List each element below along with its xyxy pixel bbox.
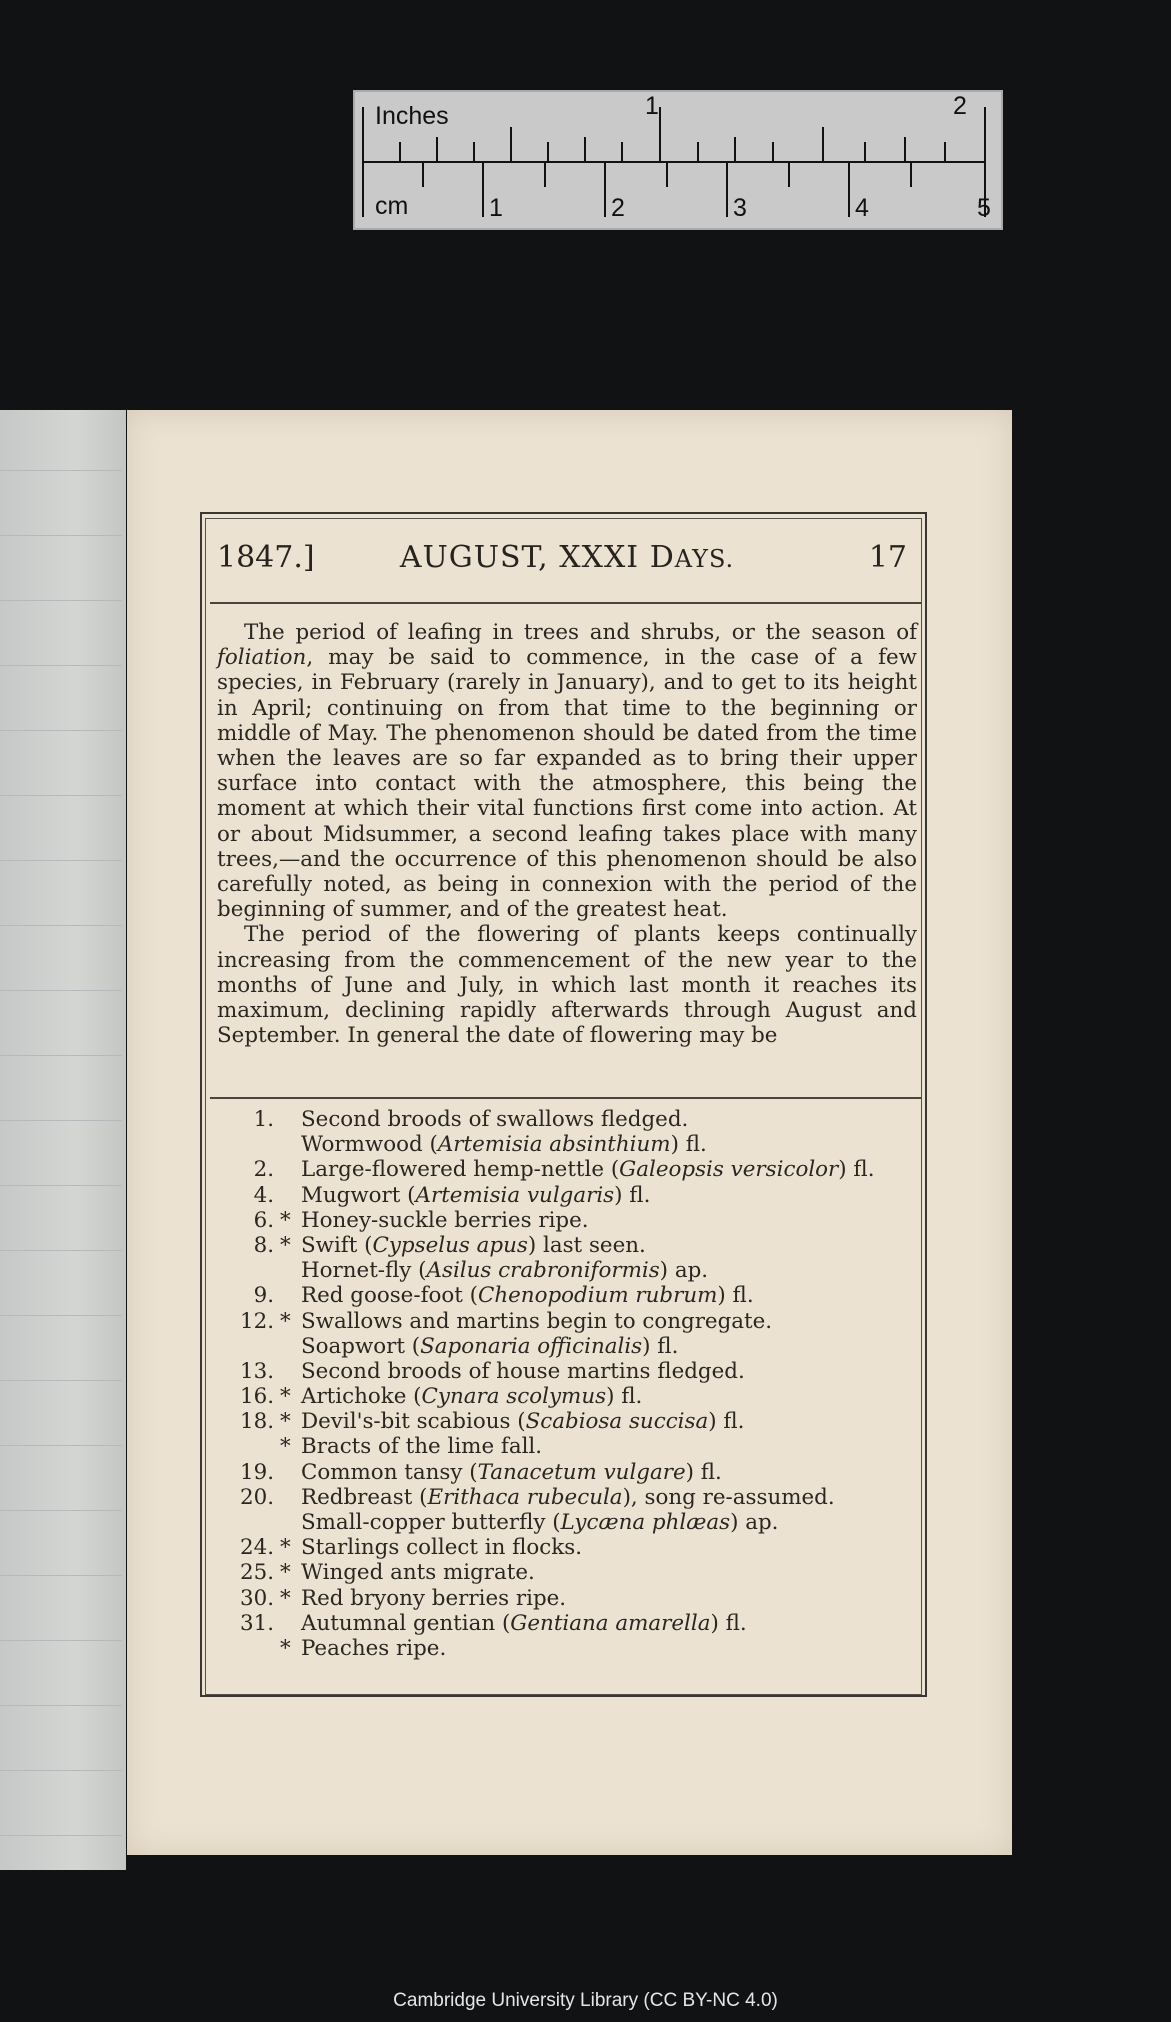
paragraph-flowering: The period of the flowering of plants keeps continually increasing from the commencement of the new year to the months of June and July, in which last month it reaches its maximum, declining rapidly afterwards through August and September. In general the date of flowering may be [217,922,917,1049]
ruler-cm-mark: 1 [489,194,503,222]
entry-text: Small-copper butterfly (Lycæna phlæas) ap. [301,1510,779,1535]
list-item [217,1233,917,1258]
attribution-footer: Cambridge University Library (CC BY-NC 4.0) [393,1990,778,2011]
ruler-inches-label: Inches [375,102,449,130]
entry-text: Honey-suckle berries ripe. [301,1207,589,1233]
entry-text: Mugwort (Artemisia vulgaris) fl. [301,1182,651,1208]
entry-date: 9. [253,1283,274,1309]
page-number: 17 [868,540,907,575]
section-rule [210,1097,922,1099]
entry-date: 24. [239,1535,274,1561]
list-item [217,1132,917,1157]
entry-date: 8. [253,1232,274,1258]
entry-text: Large-flowered hemp-nettle (Galeopsis versicolor) fl. [301,1157,875,1183]
entry-text: Red bryony berries ripe. [301,1585,567,1611]
ruler-cm-mark: 5 [977,194,991,222]
running-header [217,540,917,590]
entry-star-marker: * [280,1585,291,1611]
entry-date: 16. [239,1384,274,1410]
entry-text: Winged ants migrate. [301,1560,535,1586]
entry-star-marker: * [280,1384,291,1410]
entry-date: 25. [239,1560,274,1586]
ruler-ticks [355,92,1005,232]
entry-date: 30. [239,1585,274,1611]
ruler-cm-mark: 3 [733,194,747,222]
list-item [217,1359,917,1384]
list-item [217,1611,917,1636]
entry-text: Devil's-bit scabious (Scabiosa succisa) fl. [301,1409,745,1435]
list-item [217,1334,917,1359]
header-title: AUGUST, XXXI DAYS. [399,540,735,575]
body-text [217,620,917,1048]
measurement-ruler [353,90,1003,230]
entry-date: 13. [239,1358,274,1384]
list-item [217,1283,917,1308]
entry-text: Hornet-fly (Asilus crabroniformis) ap. [301,1258,709,1284]
entry-star-marker: * [280,1560,291,1586]
entry-star-marker: * [280,1409,291,1435]
entry-species-name: Gentiana amarella [510,1610,711,1636]
entry-date: 20. [239,1484,274,1510]
entry-species-name: Scabiosa succisa [525,1409,709,1435]
entry-text: Second broods of house martins fledged. [301,1358,745,1384]
list-item [217,1183,917,1208]
entry-date: 6. [253,1207,274,1233]
list-item [217,1258,917,1283]
ruler-inch-mark: 2 [953,92,967,120]
entry-text: Artichoke (Cynara scolymus) fl. [301,1384,643,1410]
header-rule [210,602,922,604]
list-item [217,1208,917,1233]
entry-text: Soapwort (Saponaria officinalis) fl. [301,1333,679,1359]
entry-text: Redbreast (Erithaca rubecula), song re-assumed. [301,1484,835,1510]
entry-species-name: Tanacetum vulgare [477,1459,686,1485]
entry-star-marker: * [280,1232,291,1258]
list-item [217,1409,917,1434]
ruler-cm-label: cm [375,192,409,220]
list-item [217,1157,917,1182]
entry-text: Red goose-foot (Chenopodium rubrum) fl. [301,1283,754,1309]
entry-species-name: Erithaca rubecula [427,1484,623,1510]
entry-species-name: Galeopsis versicolor [619,1157,839,1183]
list-item [217,1485,917,1510]
list-item [217,1107,917,1132]
entry-text: Peaches ripe. [301,1635,447,1661]
ruler-inch-mark: 1 [645,92,659,120]
list-item [217,1434,917,1459]
entry-species-name: Artemisia absinthium [437,1132,671,1158]
entry-star-marker: * [280,1434,291,1460]
entry-text: Autumnal gentian (Gentiana amarella) fl. [301,1610,747,1636]
header-year: 1847.] [217,540,315,575]
entry-species-name: Cypselus apus [372,1232,528,1258]
list-item [217,1384,917,1409]
entry-date: 31. [239,1610,274,1636]
paragraph-foliation: The period of leafing in trees and shrubs, or the season of foliation, may be said to commence, in the case of a few species, in February (rarely in January), and to get to its height in April; continuing on from that time to the beginning or middle of May. The phenomenon should be dated from the time when the leaves are so far expanded as to bring their upper surface into contact with the atmosphere, this being the moment at which their vital functions first come into action. At or about Midsummer, a second leafing takes place with many trees,—and the occurrence of this phenomenon should be also carefully noted, as being in connexion with the period of the beginning of summer, and of the greatest heat. [217,620,917,923]
list-item [217,1560,917,1585]
list-item [217,1535,917,1560]
entry-date: 2. [253,1157,274,1183]
list-item [217,1309,917,1334]
entry-text: Starlings collect in flocks. [301,1535,583,1561]
entry-text: Wormwood (Artemisia absinthium) fl. [301,1132,707,1158]
list-item [217,1636,917,1661]
entry-date: 4. [253,1182,274,1208]
entry-text: Second broods of swallows fledged. [301,1107,689,1132]
entry-star-marker: * [280,1535,291,1561]
entry-date: 12. [239,1308,274,1334]
entry-species-name: Lycæna phlæas [560,1510,731,1535]
facing-page-edge [0,410,126,1870]
book-page [127,410,1012,1855]
ruler-cm-mark: 2 [611,194,625,222]
entry-date: 18. [239,1409,274,1435]
entry-text: Swift (Cypselus apus) last seen. [301,1232,646,1258]
list-item [217,1460,917,1485]
entry-text: Bracts of the lime fall. [301,1434,543,1460]
entry-species-name: Chenopodium rubrum [478,1283,718,1309]
entry-text: Common tansy (Tanacetum vulgare) fl. [301,1459,722,1485]
entry-star-marker: * [280,1308,291,1334]
entry-date: 1. [253,1107,274,1132]
entry-star-marker: * [280,1635,291,1661]
entry-species-name: Cynara scolymus [421,1384,607,1410]
list-item [217,1510,917,1535]
entry-species-name: Asilus crabroniformis [426,1258,660,1284]
entry-date: 19. [239,1459,274,1485]
entry-species-name: Saponaria officinalis [420,1333,643,1359]
entry-text: Swallows and martins begin to congregate. [301,1308,773,1334]
entry-species-name: Artemisia vulgaris [415,1182,615,1208]
entry-star-marker: * [280,1207,291,1233]
calendar-entries [217,1107,917,1661]
list-item [217,1586,917,1611]
ruler-cm-mark: 4 [855,194,869,222]
